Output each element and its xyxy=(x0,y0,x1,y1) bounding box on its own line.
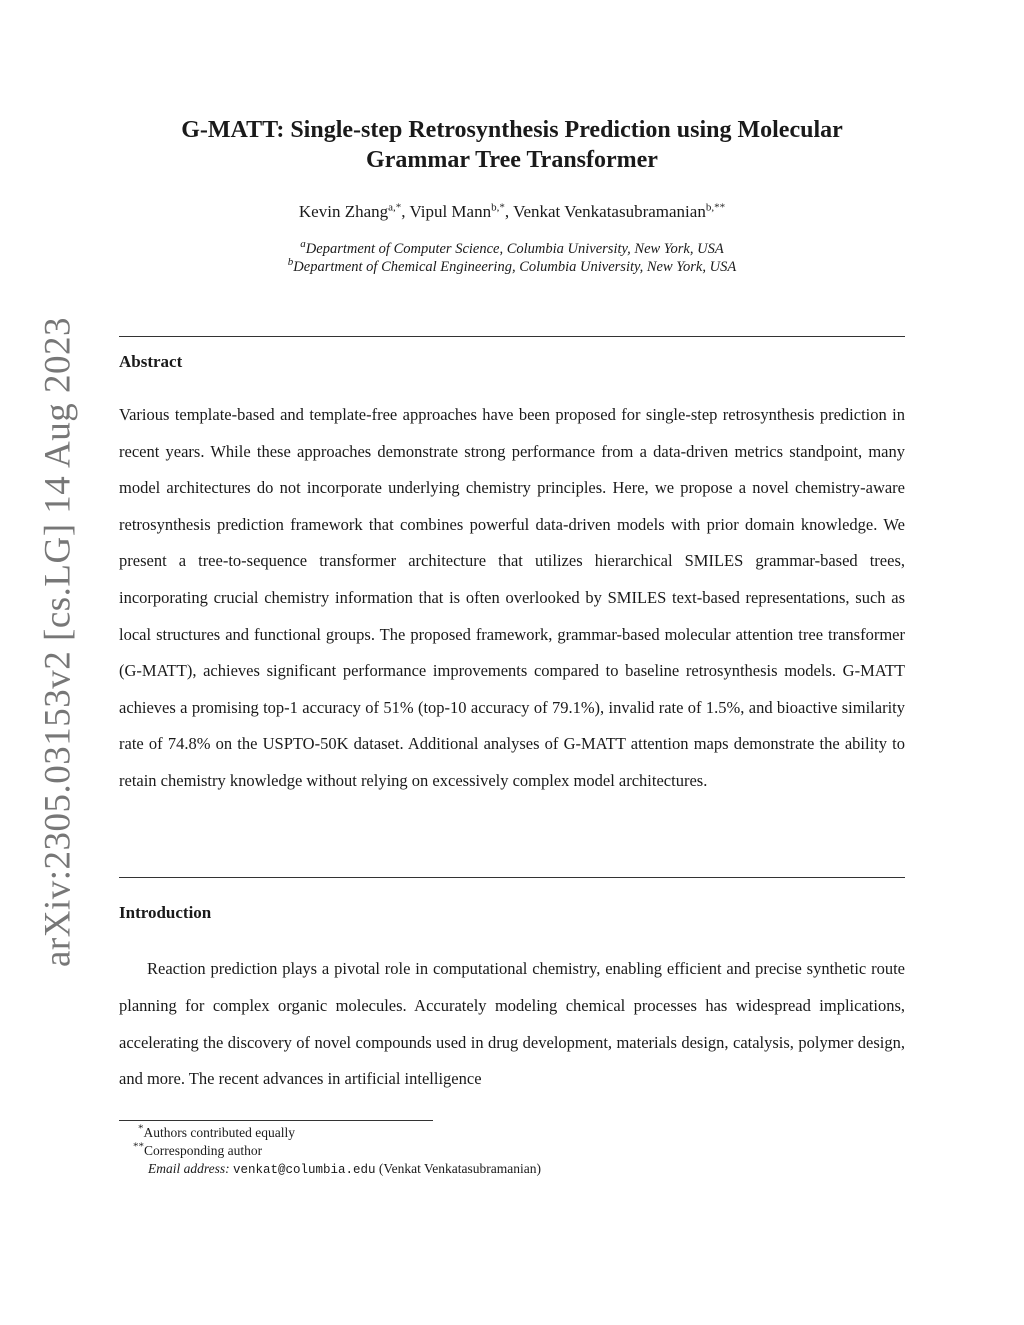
affiliation-b xyxy=(119,256,905,276)
paper-title-line-2: Grammar Tree Transformer xyxy=(366,147,658,173)
author-mark: a,* xyxy=(388,201,402,214)
author-name: Kevin Zhang xyxy=(298,202,389,221)
footnote-corresponding-author xyxy=(133,1142,262,1160)
footnote-text: Corresponding author xyxy=(144,1143,263,1158)
author-mark: b,* xyxy=(491,201,505,214)
footnote-equal-contribution xyxy=(138,1124,295,1142)
introduction-heading: Introduction xyxy=(119,903,212,922)
author-name: Vipul Mann xyxy=(409,202,492,221)
affiliation-text: Department of Computer Science, Columbia University, New York, USA xyxy=(305,241,724,257)
introduction-text: Reaction prediction plays a pivotal role in computational chemistry, enabling efficient and precise synthetic route planning for complex organic molecules. Accurately modeling chemical processes has widespread implications, accelerating the discovery of novel compounds used in drug development, materials design, catalysis, polymer design, and more. The recent advances in artificial intelligence xyxy=(119,959,905,1089)
affiliation-a xyxy=(119,238,905,258)
abstract-top-rule xyxy=(119,336,905,337)
abstract-text: Various template-based and template-free approaches have been proposed for single-step retrosynthesis prediction in recent years. While these approaches demonstrate strong performance from a data-driven metrics standpoint, many model architectures do not incorporate underlying chemistry principles. Here, we propose a novel chemistry-aware retrosynthesis prediction framework that combines powerful data-driven models with prior domain knowledge. We present a tree-to-sequence transformer architecture that utilizes hierarchical SMILES grammar-based trees, incorporating crucial chemistry information that is often overlooked by SMILES text-based representations, such as local structures and functional groups. The proposed framework, grammar-based molecular attention tree transformer (G-MATT), achieves significant performance improvements compared to baseline retrosynthesis models. G-MATT achieves a promising top-1 accuracy of 51% (top-10 accuracy of 79.1%), invalid rate of 1.5%, and bioactive similarity rate of 74.8% on the USPTO-50K dataset. Additional analyses of G-MATT attention maps demonstrate the ability to retain chemistry knowledge without relying on excessively complex model architectures. xyxy=(119,405,905,790)
footnote-rule xyxy=(119,1120,433,1121)
abstract-bottom-rule xyxy=(119,877,905,878)
paper-title xyxy=(119,115,905,175)
author-name: Venkat Venkatasubramanian xyxy=(513,202,706,221)
paper-title-line-1: G-MATT: Single-step Retrosynthesis Prediction using Molecular xyxy=(181,117,843,143)
abstract-heading: Abstract xyxy=(119,352,183,371)
footnote-text: Authors contributed equally xyxy=(143,1125,295,1140)
footnote-email xyxy=(148,1160,541,1179)
author-mark: b,** xyxy=(705,201,726,214)
email-owner: (Venkat Venkatasubramanian) xyxy=(378,1161,541,1176)
affiliation-mark: b xyxy=(287,256,294,269)
email-label: Email address: xyxy=(148,1161,230,1176)
author-list: Kevin Zhang$^{a,*}$, Vipul Mann$^{b,*}$, Venkat Venkatasubramanian$^{b,**}$ xyxy=(298,201,726,221)
arxiv-identifier: arXiv:2305.03153v2 [cs.LG] 14 Aug 2023 xyxy=(37,317,79,967)
footnote-mark: * xyxy=(138,1122,144,1135)
email-address-link[interactable]: venkat@columbia.edu xyxy=(233,1163,376,1177)
affiliation-mark: a xyxy=(300,238,306,251)
footnote-mark: ** xyxy=(133,1140,144,1153)
affiliation-text: Department of Chemical Engineering, Columbia University, New York, USA xyxy=(293,259,737,275)
